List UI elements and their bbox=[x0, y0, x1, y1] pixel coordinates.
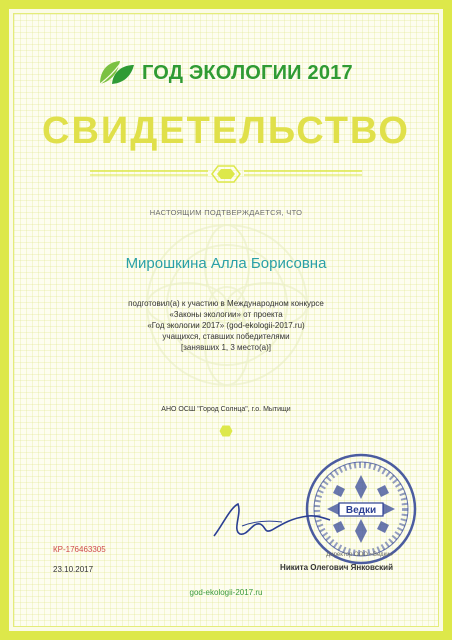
body-line: [занявших 1, 3 место(а)] bbox=[181, 343, 271, 352]
confirmation-text: НАСТОЯЩИМ ПОДТВЕРЖДАЕТСЯ, ЧТО bbox=[149, 208, 303, 217]
certificate-code: КР-176463305 bbox=[53, 545, 106, 554]
leaf-logo-icon bbox=[96, 56, 138, 88]
organization-text: АНО ОСШ "Город Солнца", г.о. Мытищи bbox=[161, 406, 291, 413]
recipient-name: Мирошкина Алла Борисовна bbox=[125, 255, 327, 272]
director-signature bbox=[212, 496, 332, 544]
body-line: подготовил(а) к участию в Международном конкурсе bbox=[128, 299, 324, 308]
body-line: «Год экологии 2017» (god-ekologii-2017.ru) bbox=[147, 321, 305, 330]
website-link[interactable]: god-ekologii-2017.ru bbox=[189, 588, 263, 597]
logo-text: ГОД ЭКОЛОГИИ 2017 bbox=[142, 62, 353, 84]
issue-date: 23.10.2017 bbox=[53, 565, 94, 574]
stamp-text: Ведки bbox=[345, 505, 377, 516]
director-role: Директор ООО «Ведки» bbox=[326, 552, 393, 558]
ornamental-divider bbox=[90, 162, 362, 186]
hexagon-ornament-icon bbox=[219, 425, 233, 437]
director-name: Никита Олегович Янковский bbox=[280, 563, 393, 572]
event-logo bbox=[96, 56, 356, 92]
body-line: «Законы экологии» от проекта bbox=[169, 310, 283, 319]
certificate-title: СВИДЕТЕЛЬСТВО bbox=[42, 110, 410, 152]
certificate-body bbox=[0, 298, 452, 353]
body-line: учащихся, ставших победителями bbox=[162, 332, 290, 341]
